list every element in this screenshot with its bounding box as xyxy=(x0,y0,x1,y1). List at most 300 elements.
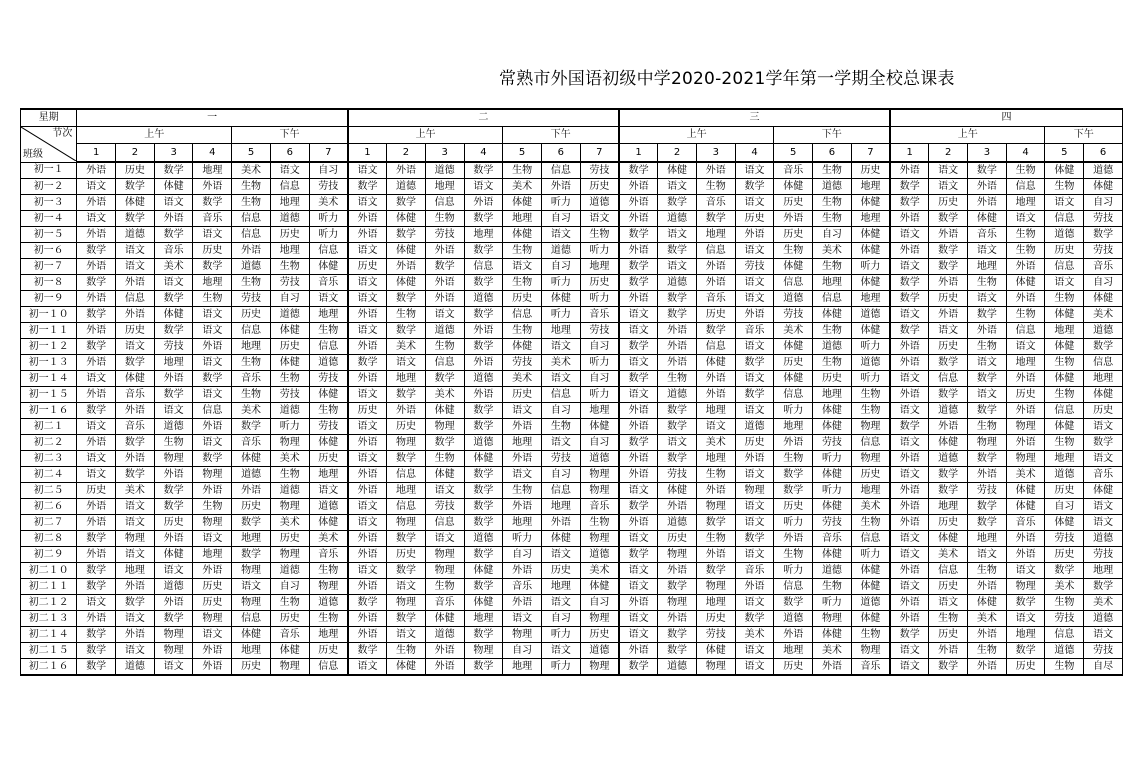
subject-cell: 数学 xyxy=(1006,595,1045,611)
subject-cell: 语文 xyxy=(619,355,658,371)
subject-cell: 道德 xyxy=(309,595,348,611)
subject-cell: 美术 xyxy=(968,611,1007,627)
subject-cell: 信息 xyxy=(232,323,271,339)
subject-cell: 外语 xyxy=(193,563,232,579)
subject-cell: 地理 xyxy=(503,515,542,531)
subject-cell: 体健 xyxy=(1045,307,1084,323)
subject-cell: 生物 xyxy=(851,403,890,419)
subject-cell: 语文 xyxy=(929,179,968,195)
subject-cell: 道德 xyxy=(232,259,271,275)
subject-cell: 语文 xyxy=(890,435,929,451)
subject-cell: 生物 xyxy=(503,162,542,179)
subject-cell: 语文 xyxy=(348,275,387,291)
subject-cell: 地理 xyxy=(1006,195,1045,211)
subject-cell: 语文 xyxy=(193,323,232,339)
subject-cell: 道德 xyxy=(425,627,464,643)
subject-cell: 物理 xyxy=(696,659,735,676)
subject-cell: 外语 xyxy=(348,531,387,547)
subject-cell: 物理 xyxy=(193,611,232,627)
subject-cell: 数学 xyxy=(968,307,1007,323)
subject-cell: 体健 xyxy=(270,643,309,659)
subject-cell: 地理 xyxy=(193,275,232,291)
header-row-periods xyxy=(21,144,1123,163)
subject-cell: 生物 xyxy=(232,387,271,403)
subject-cell: 外语 xyxy=(735,307,774,323)
subject-cell: 数学 xyxy=(464,499,503,515)
table-row xyxy=(21,611,1123,627)
subject-cell: 自习 xyxy=(541,467,580,483)
subject-cell: 信息 xyxy=(541,162,580,179)
subject-cell: 生物 xyxy=(774,243,813,259)
subject-cell: 语文 xyxy=(348,419,387,435)
subject-cell: 外语 xyxy=(890,339,929,355)
class-name: 初一７ xyxy=(21,259,77,275)
subject-cell: 美术 xyxy=(232,162,271,179)
subject-cell: 历史 xyxy=(193,579,232,595)
subject-cell: 信息 xyxy=(1084,355,1123,371)
subject-cell: 语文 xyxy=(735,595,774,611)
subject-cell: 信息 xyxy=(270,179,309,195)
subject-cell: 道德 xyxy=(1084,611,1123,627)
period-number: 1 xyxy=(348,144,387,163)
subject-cell: 听力 xyxy=(270,419,309,435)
subject-cell: 道德 xyxy=(464,371,503,387)
subject-cell: 美术 xyxy=(696,435,735,451)
subject-cell: 外语 xyxy=(193,179,232,195)
subject-cell: 地理 xyxy=(1006,355,1045,371)
subject-cell: 信息 xyxy=(851,435,890,451)
subject-cell: 外语 xyxy=(154,531,193,547)
subject-cell: 外语 xyxy=(696,483,735,499)
subject-cell: 听力 xyxy=(541,659,580,676)
subject-cell: 语文 xyxy=(154,659,193,676)
subject-cell: 信息 xyxy=(387,467,426,483)
subject-cell: 语文 xyxy=(503,467,542,483)
subject-cell: 生物 xyxy=(1006,162,1045,179)
subject-cell: 数学 xyxy=(1006,643,1045,659)
subject-cell: 生物 xyxy=(309,323,348,339)
subject-cell: 劳技 xyxy=(1045,611,1084,627)
subject-cell: 数学 xyxy=(890,195,929,211)
subject-cell: 外语 xyxy=(387,162,426,179)
subject-cell: 物理 xyxy=(425,547,464,563)
subject-cell: 语文 xyxy=(193,355,232,371)
subject-cell: 语文 xyxy=(735,403,774,419)
subject-cell: 外语 xyxy=(116,627,155,643)
subject-cell: 语文 xyxy=(619,387,658,403)
period-number: 3 xyxy=(968,144,1007,163)
subject-cell: 体健 xyxy=(1084,483,1123,499)
subject-cell: 历史 xyxy=(309,451,348,467)
subject-cell: 生物 xyxy=(425,339,464,355)
subject-cell: 数学 xyxy=(77,403,116,419)
subject-cell: 听力 xyxy=(580,243,619,259)
subject-cell: 语文 xyxy=(541,371,580,387)
subject-cell: 外语 xyxy=(348,211,387,227)
subject-cell: 外语 xyxy=(154,467,193,483)
subject-cell: 数学 xyxy=(619,659,658,676)
subject-cell: 地理 xyxy=(387,371,426,387)
subject-cell: 历史 xyxy=(696,307,735,323)
subject-cell: 劳技 xyxy=(813,515,852,531)
subject-cell: 外语 xyxy=(968,579,1007,595)
subject-cell: 体健 xyxy=(154,307,193,323)
subject-cell: 历史 xyxy=(774,499,813,515)
subject-cell: 数学 xyxy=(387,387,426,403)
subject-cell: 体健 xyxy=(851,227,890,243)
table-row xyxy=(21,515,1123,531)
subject-cell: 数学 xyxy=(1045,563,1084,579)
subject-cell: 语文 xyxy=(619,611,658,627)
subject-cell: 数学 xyxy=(968,451,1007,467)
subject-cell: 数学 xyxy=(77,275,116,291)
subject-cell: 历史 xyxy=(503,387,542,403)
subject-cell: 劳技 xyxy=(309,371,348,387)
period-number: 5 xyxy=(232,144,271,163)
subject-cell: 外语 xyxy=(387,403,426,419)
class-name: 初二１１ xyxy=(21,579,77,595)
period-number: 5 xyxy=(1045,144,1084,163)
subject-cell: 历史 xyxy=(1006,659,1045,676)
subject-cell: 道德 xyxy=(425,323,464,339)
subject-cell: 数学 xyxy=(1084,227,1123,243)
subject-cell: 历史 xyxy=(270,227,309,243)
afternoon-label: 下午 xyxy=(232,127,348,144)
subject-cell: 美术 xyxy=(309,531,348,547)
subject-cell: 语文 xyxy=(735,195,774,211)
class-name: 初一１３ xyxy=(21,355,77,371)
subject-cell: 生物 xyxy=(1006,227,1045,243)
subject-cell: 语文 xyxy=(890,403,929,419)
subject-cell: 体健 xyxy=(270,355,309,371)
subject-cell: 音乐 xyxy=(503,579,542,595)
subject-cell: 体健 xyxy=(851,275,890,291)
subject-cell: 劳技 xyxy=(232,291,271,307)
subject-cell: 历史 xyxy=(503,291,542,307)
subject-cell: 数学 xyxy=(890,291,929,307)
subject-cell: 物理 xyxy=(658,547,697,563)
subject-cell: 历史 xyxy=(929,291,968,307)
subject-cell: 地理 xyxy=(425,179,464,195)
subject-cell: 语文 xyxy=(735,467,774,483)
subject-cell: 语文 xyxy=(541,547,580,563)
subject-cell: 历史 xyxy=(735,435,774,451)
timetable xyxy=(20,108,1123,676)
subject-cell: 生物 xyxy=(1045,355,1084,371)
subject-cell: 外语 xyxy=(77,227,116,243)
class-name: 初二１０ xyxy=(21,563,77,579)
subject-cell: 生物 xyxy=(270,259,309,275)
subject-cell: 地理 xyxy=(774,643,813,659)
subject-cell: 音乐 xyxy=(425,595,464,611)
subject-cell: 物理 xyxy=(1006,451,1045,467)
subject-cell: 劳技 xyxy=(425,499,464,515)
subject-cell: 物理 xyxy=(425,419,464,435)
subject-cell: 数学 xyxy=(77,307,116,323)
subject-cell: 数学 xyxy=(387,531,426,547)
subject-cell: 外语 xyxy=(541,515,580,531)
subject-cell: 外语 xyxy=(890,451,929,467)
subject-cell: 体健 xyxy=(696,355,735,371)
subject-cell: 语文 xyxy=(890,371,929,387)
subject-cell: 生物 xyxy=(309,611,348,627)
subject-cell: 语文 xyxy=(77,595,116,611)
subject-cell: 道德 xyxy=(116,227,155,243)
subject-cell: 外语 xyxy=(77,611,116,627)
subject-cell: 外语 xyxy=(774,211,813,227)
subject-cell: 音乐 xyxy=(309,547,348,563)
subject-cell: 信息 xyxy=(309,659,348,676)
subject-cell: 美术 xyxy=(387,339,426,355)
subject-cell: 历史 xyxy=(116,323,155,339)
subject-cell: 数学 xyxy=(774,595,813,611)
subject-cell: 物理 xyxy=(270,435,309,451)
subject-cell: 语文 xyxy=(735,162,774,179)
subject-cell: 劳技 xyxy=(696,627,735,643)
subject-cell: 数学 xyxy=(77,659,116,676)
subject-cell: 地理 xyxy=(232,643,271,659)
subject-cell: 体健 xyxy=(116,195,155,211)
subject-cell: 物理 xyxy=(154,451,193,467)
subject-cell: 数学 xyxy=(77,339,116,355)
subject-cell: 语文 xyxy=(1045,275,1084,291)
subject-cell: 历史 xyxy=(387,547,426,563)
subject-cell: 语文 xyxy=(735,371,774,387)
period-number: 7 xyxy=(580,144,619,163)
subject-cell: 自习 xyxy=(580,339,619,355)
subject-cell: 物理 xyxy=(851,419,890,435)
subject-cell: 外语 xyxy=(619,291,658,307)
subject-cell: 劳技 xyxy=(503,355,542,371)
subject-cell: 道德 xyxy=(851,307,890,323)
subject-cell: 信息 xyxy=(193,403,232,419)
class-name: 初二５ xyxy=(21,483,77,499)
subject-cell: 语文 xyxy=(696,419,735,435)
subject-cell: 自习 xyxy=(580,371,619,387)
subject-cell: 历史 xyxy=(1045,483,1084,499)
period-number: 2 xyxy=(116,144,155,163)
subject-cell: 外语 xyxy=(1006,259,1045,275)
subject-cell: 语文 xyxy=(154,403,193,419)
subject-cell: 道德 xyxy=(851,595,890,611)
class-name: 初一１４ xyxy=(21,371,77,387)
subject-cell: 生物 xyxy=(1045,435,1084,451)
subject-cell: 外语 xyxy=(116,275,155,291)
subject-cell: 历史 xyxy=(154,515,193,531)
subject-cell: 外语 xyxy=(77,435,116,451)
subject-cell: 语文 xyxy=(503,611,542,627)
subject-cell: 历史 xyxy=(851,162,890,179)
subject-cell: 道德 xyxy=(929,403,968,419)
day-name: 四 xyxy=(890,109,1122,127)
subject-cell: 地理 xyxy=(580,259,619,275)
subject-cell: 外语 xyxy=(348,307,387,323)
class-name: 初一１１ xyxy=(21,323,77,339)
subject-cell: 外语 xyxy=(968,627,1007,643)
subject-cell: 数学 xyxy=(77,563,116,579)
subject-cell: 数学 xyxy=(116,467,155,483)
subject-cell: 听力 xyxy=(541,275,580,291)
subject-cell: 美术 xyxy=(270,515,309,531)
subject-cell: 地理 xyxy=(1045,323,1084,339)
subject-cell: 地理 xyxy=(1006,627,1045,643)
subject-cell: 物理 xyxy=(580,467,619,483)
table-row xyxy=(21,643,1123,659)
subject-cell: 体健 xyxy=(774,179,813,195)
subject-cell: 地理 xyxy=(696,595,735,611)
subject-cell: 美术 xyxy=(1045,579,1084,595)
subject-cell: 生物 xyxy=(813,195,852,211)
period-number: 7 xyxy=(851,144,890,163)
class-name: 初一９ xyxy=(21,291,77,307)
period-class-corner xyxy=(21,127,77,163)
subject-cell: 美术 xyxy=(851,499,890,515)
subject-cell: 自习 xyxy=(541,211,580,227)
subject-cell: 数学 xyxy=(116,355,155,371)
subject-cell: 语文 xyxy=(116,515,155,531)
subject-cell: 外语 xyxy=(735,451,774,467)
subject-cell: 外语 xyxy=(232,483,271,499)
subject-cell: 生物 xyxy=(425,451,464,467)
subject-cell: 生物 xyxy=(813,259,852,275)
class-name: 初一８ xyxy=(21,275,77,291)
subject-cell: 生物 xyxy=(1006,243,1045,259)
subject-cell: 道德 xyxy=(658,515,697,531)
subject-cell: 数学 xyxy=(929,243,968,259)
subject-cell: 信息 xyxy=(425,355,464,371)
subject-cell: 体健 xyxy=(309,387,348,403)
subject-cell: 劳技 xyxy=(154,339,193,355)
subject-cell: 地理 xyxy=(696,403,735,419)
subject-cell: 数学 xyxy=(735,531,774,547)
subject-cell: 体健 xyxy=(1084,291,1123,307)
subject-cell: 语文 xyxy=(154,563,193,579)
subject-cell: 外语 xyxy=(348,579,387,595)
subject-cell: 外语 xyxy=(1006,291,1045,307)
subject-cell: 外语 xyxy=(425,243,464,259)
header-row-halves xyxy=(21,127,1123,144)
subject-cell: 信息 xyxy=(1045,627,1084,643)
subject-cell: 体健 xyxy=(1006,275,1045,291)
subject-cell: 生物 xyxy=(851,515,890,531)
table-row xyxy=(21,435,1123,451)
subject-cell: 体健 xyxy=(503,227,542,243)
subject-cell: 外语 xyxy=(774,627,813,643)
subject-cell: 语文 xyxy=(193,307,232,323)
subject-cell: 自习 xyxy=(503,643,542,659)
subject-cell: 美术 xyxy=(541,355,580,371)
subject-cell: 道德 xyxy=(580,643,619,659)
subject-cell: 历史 xyxy=(270,339,309,355)
subject-cell: 道德 xyxy=(154,419,193,435)
subject-cell: 语文 xyxy=(387,355,426,371)
subject-cell: 数学 xyxy=(1084,579,1123,595)
subject-cell: 数学 xyxy=(464,403,503,419)
subject-cell: 数学 xyxy=(735,355,774,371)
table-row xyxy=(21,323,1123,339)
subject-cell: 音乐 xyxy=(232,371,271,387)
subject-cell: 数学 xyxy=(425,259,464,275)
subject-cell: 数学 xyxy=(658,291,697,307)
subject-cell: 语文 xyxy=(619,563,658,579)
subject-cell: 历史 xyxy=(232,307,271,323)
subject-cell: 数学 xyxy=(387,611,426,627)
subject-cell: 生物 xyxy=(580,515,619,531)
subject-cell: 语文 xyxy=(503,259,542,275)
subject-cell: 音乐 xyxy=(1084,467,1123,483)
subject-cell: 美术 xyxy=(503,371,542,387)
subject-cell: 数学 xyxy=(619,227,658,243)
subject-cell: 语文 xyxy=(735,643,774,659)
subject-cell: 道德 xyxy=(929,451,968,467)
subject-cell: 生物 xyxy=(387,643,426,659)
subject-cell: 听力 xyxy=(541,627,580,643)
subject-cell: 美术 xyxy=(1006,467,1045,483)
subject-cell: 数学 xyxy=(658,579,697,595)
subject-cell: 语文 xyxy=(735,291,774,307)
subject-cell: 听力 xyxy=(580,355,619,371)
subject-cell: 劳技 xyxy=(309,419,348,435)
subject-cell: 外语 xyxy=(193,419,232,435)
subject-cell: 美术 xyxy=(309,195,348,211)
subject-cell: 美术 xyxy=(154,259,193,275)
subject-cell: 体健 xyxy=(1084,387,1123,403)
subject-cell: 数学 xyxy=(619,275,658,291)
subject-cell: 外语 xyxy=(890,563,929,579)
subject-cell: 体健 xyxy=(1084,179,1123,195)
subject-cell: 体健 xyxy=(968,211,1007,227)
subject-cell: 语文 xyxy=(77,451,116,467)
subject-cell: 生物 xyxy=(193,291,232,307)
subject-cell: 生物 xyxy=(774,547,813,563)
page-title: 常熟市外国语初级中学2020-2021学年第一学期全校总课表 xyxy=(499,69,955,89)
subject-cell: 数学 xyxy=(77,243,116,259)
subject-cell: 地理 xyxy=(464,227,503,243)
subject-cell: 地理 xyxy=(580,403,619,419)
subject-cell: 数学 xyxy=(890,179,929,195)
subject-cell: 体健 xyxy=(580,419,619,435)
subject-cell: 外语 xyxy=(154,371,193,387)
subject-cell: 道德 xyxy=(464,291,503,307)
subject-cell: 外语 xyxy=(890,595,929,611)
subject-cell: 听力 xyxy=(503,531,542,547)
subject-cell: 语文 xyxy=(1006,339,1045,355)
morning-label: 上午 xyxy=(619,127,774,144)
subject-cell: 道德 xyxy=(425,162,464,179)
subject-cell: 自习 xyxy=(270,579,309,595)
subject-cell: 生物 xyxy=(503,483,542,499)
subject-cell: 生物 xyxy=(968,275,1007,291)
subject-cell: 语文 xyxy=(116,547,155,563)
subject-cell: 数学 xyxy=(464,483,503,499)
subject-cell: 外语 xyxy=(116,307,155,323)
subject-cell: 外语 xyxy=(348,547,387,563)
subject-cell: 体健 xyxy=(503,195,542,211)
subject-cell: 语文 xyxy=(619,483,658,499)
subject-cell: 数学 xyxy=(77,579,116,595)
subject-cell: 语文 xyxy=(541,643,580,659)
subject-cell: 体健 xyxy=(696,643,735,659)
subject-cell: 体健 xyxy=(464,451,503,467)
subject-cell: 语文 xyxy=(890,227,929,243)
table-row xyxy=(21,659,1123,676)
subject-cell: 数学 xyxy=(929,387,968,403)
subject-cell: 数学 xyxy=(77,643,116,659)
subject-cell: 听力 xyxy=(774,515,813,531)
subject-cell: 外语 xyxy=(348,611,387,627)
subject-cell: 劳技 xyxy=(1084,643,1123,659)
subject-cell: 数学 xyxy=(116,435,155,451)
